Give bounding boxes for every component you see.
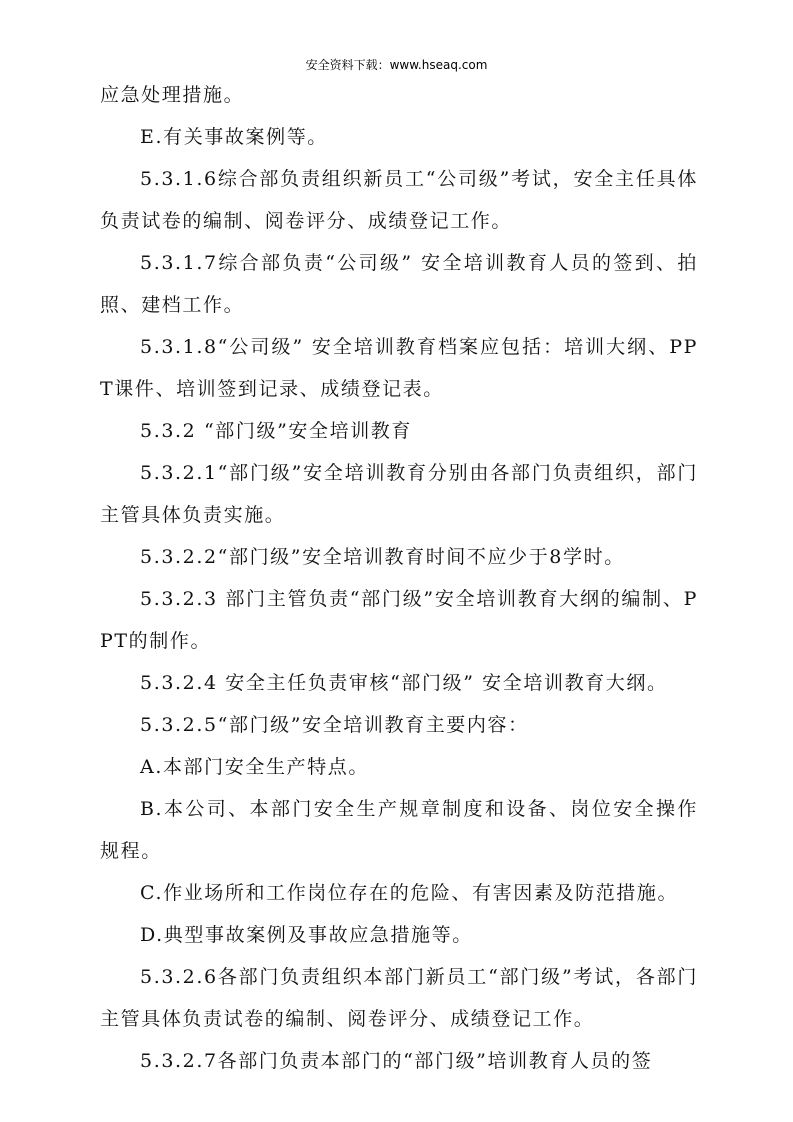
paragraph: 5.3.2.6各部门负责组织本部门新员工“部门级”考试，各部门主管具体负责试卷的编制、阅卷评分、成绩登记工作。 [100, 966, 698, 1030]
paragraph: 5.3.2.7各部门负责本部门的“部门级”培训教育人员的签 [140, 1050, 653, 1072]
section-heading: 5.3.2 “部门级”安全培训教育 [140, 420, 413, 442]
paragraph: E.有关事故案例等。 [140, 126, 328, 148]
list-item: D.典型事故案例及事故应急措施等。 [140, 924, 473, 946]
paragraph: 5.3.1.7综合部负责“公司级” 安全培训教育人员的签到、拍照、建档工作。 [100, 252, 698, 316]
document-body [100, 74, 698, 1082]
page-header: 安全资料下载：www.hseaq.com [305, 58, 488, 72]
paragraph: 5.3.1.6综合部负责组织新员工“公司级”考试，安全主任具体负责试卷的编制、阅卷评分、成绩登记工作。 [100, 168, 698, 232]
paragraph: 5.3.2.1“部门级”安全培训教育分别由各部门负责组织，部门主管具体负责实施。 [100, 462, 698, 526]
paragraph: 5.3.2.4 安全主任负责审核“部门级” 安全培训教育大纲。 [140, 672, 668, 694]
list-item: B.本公司、本部门安全生产规章制度和设备、岗位安全操作规程。 [100, 798, 698, 862]
list-item: C.作业场所和工作岗位存在的危险、有害因素及防范措施。 [140, 882, 679, 904]
paragraph: 应急处理措施。 [100, 84, 245, 106]
paragraph: 5.3.2.2“部门级”安全培训教育时间不应少于8学时。 [140, 546, 625, 568]
paragraph: 5.3.1.8“公司级” 安全培训教育档案应包括：培训大纲、PPT课件、培训签到记录、成绩登记表。 [100, 336, 698, 400]
list-item: A.本部门安全生产特点。 [140, 756, 369, 778]
paragraph: 5.3.2.3 部门主管负责“部门级”安全培训教育大纲的编制、PPT的制作。 [100, 588, 698, 652]
paragraph: 5.3.2.5“部门级”安全培训教育主要内容： [140, 714, 529, 736]
